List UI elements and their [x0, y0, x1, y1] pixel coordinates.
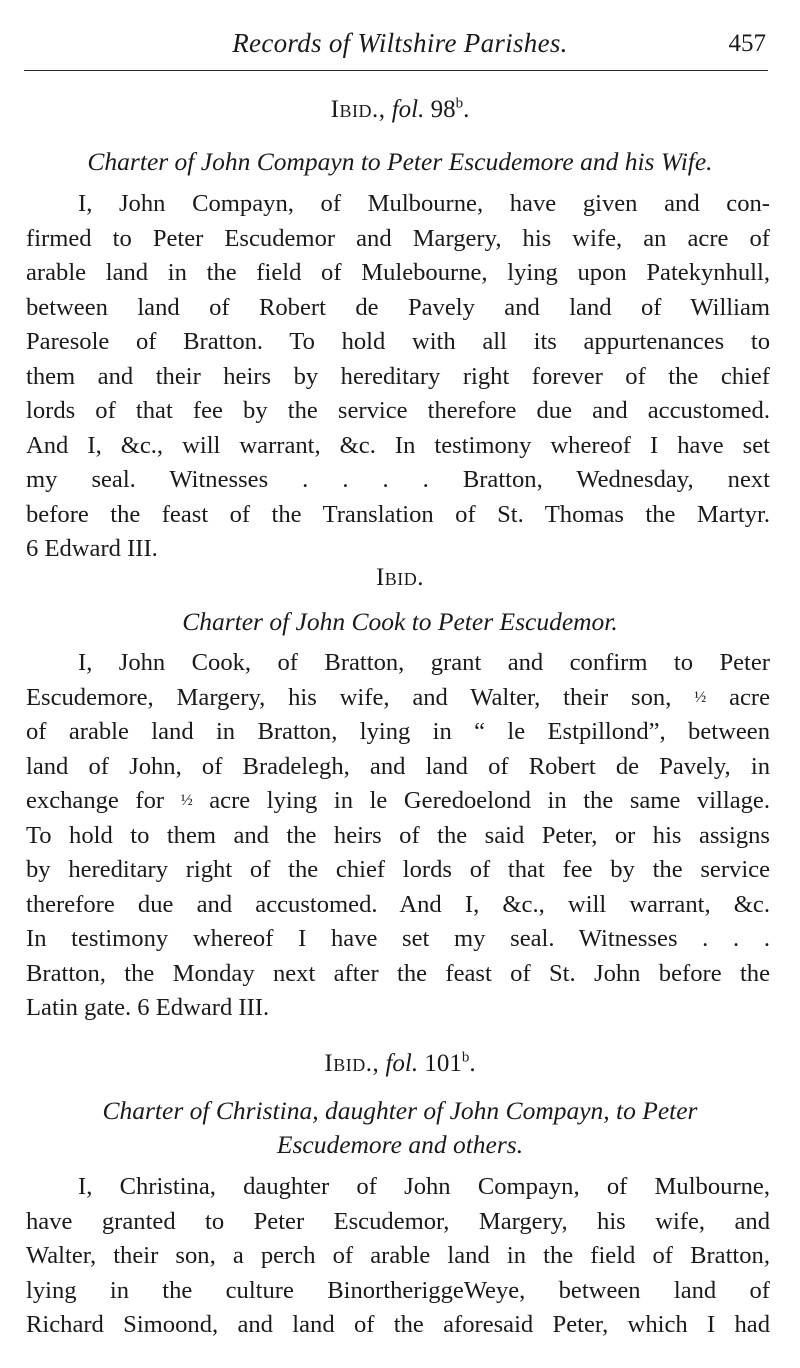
fraction-half: ½ [180, 792, 193, 809]
text-line: my seal. Witnesses . . . . Bratton, Wednesday, next [26, 466, 770, 493]
text-line: Richard Simoond, and land of the aforesaid Peter, which I had [26, 1311, 770, 1338]
heading-abbrev: Ibid., [330, 96, 386, 123]
heading-folio-number: 101 [424, 1050, 462, 1077]
header-rule [24, 70, 768, 71]
text-line: land of John, of Bradelegh, and land of Robert de Pavely, in [26, 752, 770, 780]
charter-title [26, 1094, 774, 1162]
text-line: In testimony whereof I have set my seal. Witnesses . . . [26, 925, 770, 952]
text-line: And I, &c., will warrant, &c. In testimony whereof I have set [26, 431, 770, 459]
text-line: lying in the culture BinortheriggeWeye, between land of [26, 1276, 770, 1304]
text-line [26, 681, 770, 716]
heading-tail: . [463, 96, 470, 123]
charter-title-line: Escudemore and others. [276, 1130, 524, 1159]
running-head [26, 24, 774, 68]
text-segment: acre [729, 683, 771, 711]
text-segment: Escudemore, Margery, his wife, and Walter, their son, [26, 683, 672, 711]
text-line: Bratton, the Monday next after the feast of St. John before the [26, 959, 770, 987]
text-segment: acre lying in le Geredoelond in the same village. [209, 787, 770, 814]
text-line: Paresole of Bratton. To hold with all its appurtenances to [26, 328, 770, 355]
heading-fol: fol. [391, 96, 425, 123]
text-line: To hold to them and the heirs of the said Peter, or his assigns [26, 821, 770, 849]
text-line: Walter, their son, a perch of arable land in the field of Bratton, [26, 1242, 770, 1269]
text-segment: exchange for [26, 787, 165, 814]
text-line: by hereditary right of the chief lords of that fee by the service [26, 856, 770, 883]
running-title: Records of Wiltshire Parishes. [232, 28, 568, 58]
charter-text [26, 1170, 770, 1343]
text-line: lords of that fee by the service therefore due and accustomed. [26, 397, 770, 424]
charter-title-line: Charter of John Cook to Peter Escudemor. [182, 607, 618, 636]
charter-title-line: Charter of Christina, daughter of John Compayn, to Peter [102, 1096, 698, 1125]
text-line: Latin gate. 6 Edward III. [26, 994, 270, 1021]
text-line [26, 784, 770, 819]
page-number: 457 [728, 30, 766, 57]
text-line: them and their heirs by hereditary right forever of the chief [26, 362, 770, 390]
text-line: firmed to Peter Escudemor and Margery, his wife, an acre of [26, 224, 770, 252]
heading-folio-number: 98 [430, 96, 456, 123]
text-line: of arable land in Bratton, lying in “ le Estpillond”, between [26, 718, 770, 745]
charter-text [26, 646, 770, 1026]
heading-folio-sup: b [455, 95, 464, 112]
text-line: I, Christina, daughter of John Compayn, of Mulbourne, [78, 1173, 770, 1200]
text-line: arable land in the field of Mulebourne, lying upon Patekynhull, [26, 259, 770, 286]
section-heading [26, 1050, 774, 1078]
charter-title [26, 605, 774, 639]
heading-fol: fol. [385, 1050, 419, 1077]
charter-text [26, 187, 770, 567]
fraction-half: ½ [694, 688, 707, 706]
heading-tail: . [469, 1050, 476, 1077]
text-line: before the feast of the Translation of St. Thomas the Martyr. [26, 500, 770, 528]
section-heading [26, 564, 774, 592]
heading-folio-sup: b [461, 1049, 470, 1066]
charter-title-line: Charter of John Compayn to Peter Escudemore and his Wife. [87, 147, 713, 176]
text-line: I, John Compayn, of Mulbourne, have given and con- [78, 190, 770, 217]
section-heading [26, 96, 774, 124]
text-line: 6 Edward III. [26, 535, 158, 562]
text-line: have granted to Peter Escudemor, Margery, his wife, and [26, 1207, 770, 1235]
heading-abbrev: Ibid., [324, 1050, 380, 1077]
text-line: therefore due and accustomed. And I, &c., will warrant, &c. [26, 890, 770, 918]
text-line: I, John Cook, of Bratton, grant and confirm to Peter [78, 649, 770, 676]
text-line: between land of Robert de Pavely and land of William [26, 293, 770, 321]
charter-title [26, 145, 774, 179]
heading-abbrev: Ibid. [375, 564, 425, 591]
